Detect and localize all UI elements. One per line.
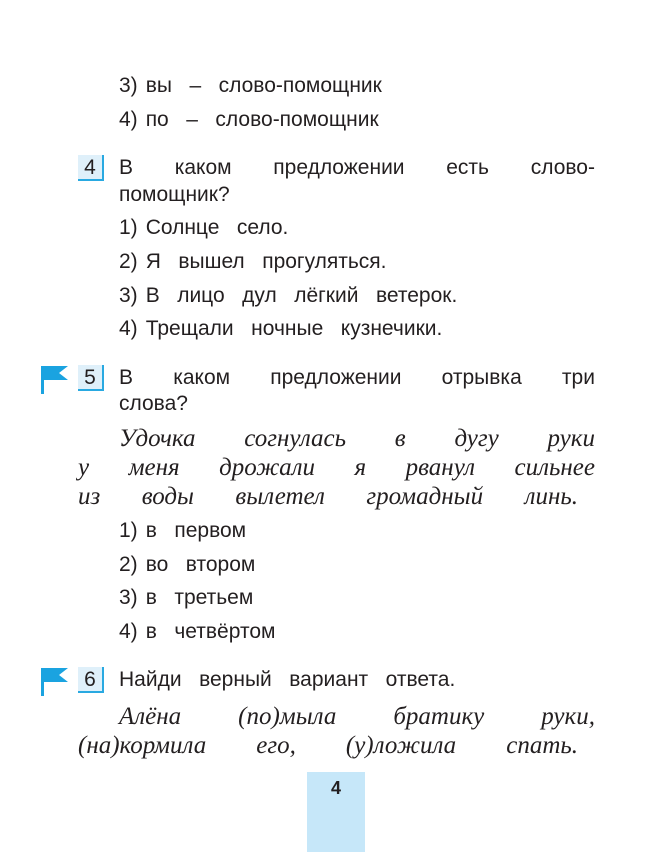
word: (по)мыла (238, 703, 337, 730)
task4-option-1 (119, 215, 288, 241)
task5-question-line2: слова? (119, 392, 188, 415)
option-number: 4) (119, 317, 138, 340)
option-text: Трещали ночные кузнечики. (145, 317, 443, 340)
word: спать. (506, 732, 578, 759)
option-number: 3) (119, 284, 138, 307)
word: руки, (541, 703, 595, 730)
word: я (354, 454, 367, 481)
prev-option-4 (119, 107, 379, 133)
task5-option-2 (119, 552, 255, 578)
task4-question-line2: помощник? (119, 183, 230, 206)
word: Алёна (119, 703, 182, 730)
word: (у)ложила (345, 732, 457, 759)
option-text: во втором (145, 553, 256, 576)
blue-flag-icon (40, 666, 70, 698)
word: В (119, 366, 134, 389)
word: вылетел (235, 483, 325, 510)
word: каком (173, 366, 231, 389)
option-text: в первом (145, 519, 247, 542)
word: рванул (405, 454, 476, 481)
word: согнулась (244, 425, 347, 452)
task5-option-1 (119, 518, 246, 544)
task6-passage-line1 (119, 702, 595, 732)
blue-flag-icon (40, 364, 70, 396)
option-text: Солнце село. (145, 216, 289, 239)
option-number: 2) (119, 250, 138, 273)
word: линь. (524, 483, 578, 510)
word: братику (393, 703, 485, 730)
word: Удочка (119, 425, 196, 452)
word: каком (174, 156, 232, 179)
word: отрывка (441, 366, 522, 389)
option-number: 3) (119, 74, 138, 97)
word: дрожали (219, 454, 316, 481)
word: дугу (454, 425, 499, 452)
word: три (561, 366, 595, 389)
option-text: Я вышел прогуляться. (145, 250, 387, 273)
task4-option-2 (119, 249, 387, 275)
task4-option-3 (119, 283, 457, 309)
word: в (394, 425, 406, 452)
task-number-badge-5: 5 (78, 365, 104, 391)
task5-question-line1 (119, 365, 595, 391)
word: (на)кормила (78, 732, 207, 759)
task-number-badge-6: 6 (78, 667, 104, 693)
option-number: 4) (119, 108, 138, 131)
task4-question-line1 (119, 155, 595, 181)
task-number-badge-4: 4 (78, 155, 104, 181)
task4-option-4 (119, 316, 442, 342)
option-number: 1) (119, 216, 138, 239)
word: руки (547, 425, 595, 452)
option-text: вы – слово-помощник (145, 74, 382, 97)
task5-passage-line3 (78, 482, 578, 512)
word: громадный (366, 483, 484, 510)
task6-passage-line2 (78, 731, 578, 761)
option-number: 3) (119, 586, 138, 609)
option-text: в четвёртом (145, 620, 276, 643)
page-number-bar (307, 772, 365, 852)
task5-passage-line2 (78, 453, 595, 483)
task5-option-3 (119, 585, 253, 611)
option-number: 4) (119, 620, 138, 643)
option-text: В лицо дул лёгкий ветерок. (145, 284, 458, 307)
word: есть (446, 156, 489, 179)
task5-passage-line1 (119, 424, 595, 454)
option-text: в третьем (145, 586, 254, 609)
option-number: 2) (119, 553, 138, 576)
option-number: 1) (119, 519, 138, 542)
page-number: 4 (330, 778, 341, 798)
task6-question: Найди верный вариант ответа. (119, 668, 456, 691)
word: предложении (270, 366, 402, 389)
option-text: по – слово-помощник (145, 108, 379, 131)
prev-option-3 (119, 73, 382, 99)
word: у (78, 454, 90, 481)
word: В (119, 156, 134, 179)
word: воды (141, 483, 194, 510)
word: сильнее (514, 454, 595, 481)
word: его, (256, 732, 296, 759)
word: из (78, 483, 101, 510)
task5-option-4 (119, 619, 275, 645)
word: меня (128, 454, 180, 481)
word: слово- (530, 156, 595, 179)
word: предложении (273, 156, 405, 179)
